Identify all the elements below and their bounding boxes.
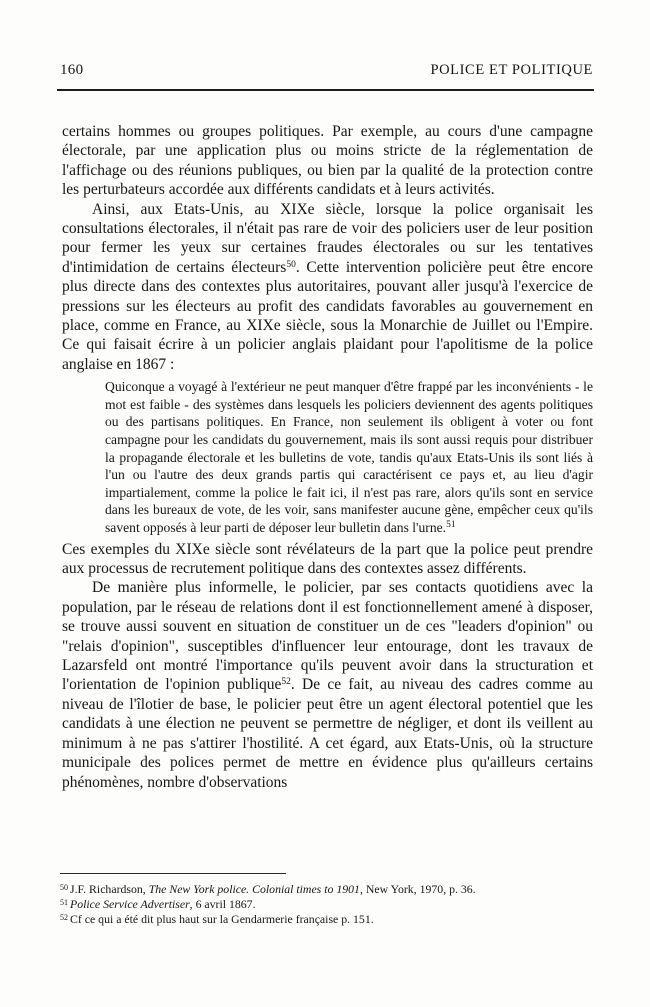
footnote-marker: 52	[60, 913, 68, 922]
footnote-50	[60, 882, 593, 897]
paragraph-text: certains hommes ou groupes politiques. Par exemple, au cours d'une campagne électorale, par une application plus ou moins stricte de la réglementation de l'affichage ou des réunions publiques, ou bien par la qualité de la protection contre les perturbateurs accordée aux différents candidats et à leurs activités.	[62, 123, 593, 199]
footnote-51	[60, 897, 593, 912]
header-rule	[57, 89, 594, 91]
paragraph-text: De manière plus informelle, le policier, par ses contacts quotidiens avec la population, par le réseau de relations dont il est fonctionnellement amené à disposer, se trouve aussi souvent en situation de constituer un de ces "leaders d'opinion" ou "relais d'opinion", susceptibles d'influencer leur entourage, dont les travaux de Lazarsfeld ont montré l'importance qu'ils peuvent avoir dans la structuration et l'orientation de l'opinion publique	[62, 579, 593, 694]
quote-text: Quiconque a voyagé à l'extérieur ne peut manquer d'être frappé par les inconvénients - le mot est faible - des systèmes dans lesquels les policiers deviennent des agents politiques ou des partisans politiques. En France, non seulement ils obligent à voter ou font campagne pour les candidats du gouvernement, mais ils sont aussi requis pour distribuer la propagande électorale et les bulletins de vote, tandis qu'aux Etats-Unis ils sont liés à l'un ou l'autre des deux grands partis qui caractérisent ce pays et, au lieu d'agir impartialement, comme la police le fait ici, il n'est pas rare, alors qu'ils sont en service dans les bureaux de vote, de les voir, sans manifester aucune gène, empêcher ceux qu'ils savent opposés à leur parti de déposer leur bulletin dans l'urne.	[105, 379, 593, 536]
paragraph-3	[62, 540, 593, 579]
footnote-text: Cf ce qui a été dit plus haut sur la Gendarmerie française p. 151.	[70, 912, 374, 926]
block-quote	[105, 378, 593, 536]
paragraph-1	[62, 122, 593, 200]
footnote-marker: 50	[60, 883, 68, 892]
footnotes	[60, 882, 593, 927]
paragraph-2	[62, 200, 593, 375]
footnote-text: , New York, 1970, p. 36.	[359, 882, 476, 896]
paragraph-text: Ces exemples du XIXe siècle sont révélateurs de la part que la police peut prendre aux processus de recrutement politique dans des contextes assez différents.	[62, 540, 593, 578]
running-title: POLICE ET POLITIQUE	[430, 62, 593, 78]
footnote-marker: 51	[60, 898, 68, 907]
footnote-work-title: Police Service Advertiser	[70, 897, 190, 911]
paragraph-text: . De ce fait, au niveau des cadres comme au niveau de l'îlotier de base, le policier peut être un agent électoral potentiel que les candidats à une élection ne peuvent se permettre de négliger, et dont ils veillent au minimum à ne pas s'attirer l'hostilité. A cet égard, aux Etats-Unis, où la structure municipale des polices permet de mettre en évidence plus qu'ailleurs certains phénomènes, nombre d'observations	[62, 676, 593, 791]
paragraph-4	[62, 578, 593, 791]
footnote-ref-50: 50	[286, 259, 296, 270]
page-header	[60, 62, 593, 79]
paragraph-text: Ainsi, aux Etats-Unis, au XIXe siècle, lorsque la police organisait les consultations électorales, il n'était pas rare de voir des policiers user de leur position pour fermer les yeux sur certaines fraudes électorales ou sur les tentatives d'intimidation de certains électeurs	[62, 200, 593, 276]
footnote-text: J.F. Richardson,	[70, 882, 149, 896]
footnote-rule	[60, 873, 286, 874]
footnote-text: , 6 avril 1867.	[189, 897, 256, 911]
paragraph-text: . Cette intervention policière peut être encore plus directe dans des contextes plus autoritaires, pouvant aller jusqu'à l'exercice de pressions sur les électeurs au profit des candidats favorables au gouvernement en place, comme en France, au XIXe siècle, sous la Monarchie de Juillet ou l'Empire. Ce qui faisait écrire à un policier anglais plaidant pour l'apolitisme de la police anglaise en 1867 :	[62, 258, 593, 373]
footnote-52	[60, 912, 593, 927]
footnote-ref-52: 52	[281, 677, 291, 688]
footnote-ref-51: 51	[446, 520, 456, 531]
page-number: 160	[60, 62, 84, 78]
footnote-work-title: The New York police. Colonial times to 1901	[148, 882, 360, 896]
page-body	[62, 122, 593, 792]
